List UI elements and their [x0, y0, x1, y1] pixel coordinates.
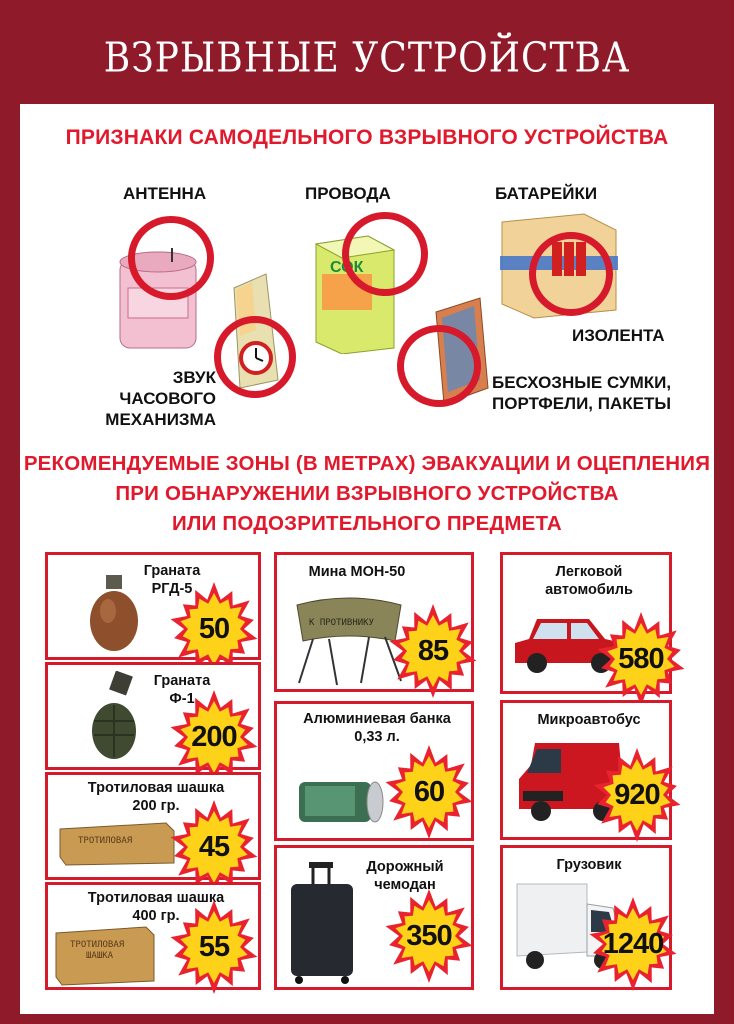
label-clock-line2: МЕХАНИЗМА: [105, 410, 216, 429]
card-mon50: [274, 552, 474, 692]
tnt200-line1: Тротиловая шашка: [87, 780, 225, 796]
tnt200-line2: 200 гр.: [132, 798, 180, 814]
grenade-f1-image: [82, 671, 152, 765]
rgd5-line2: РГД-5: [151, 581, 193, 597]
tnt200-distance: 45: [198, 830, 230, 863]
tnt400-line1: Тротиловая шашка: [87, 890, 225, 906]
tnt400-line2: 400 гр.: [132, 908, 180, 924]
mon50-stamp: К ПРОТИВНИКУ: [309, 618, 375, 628]
suitcase-line2: чемодан: [374, 877, 436, 893]
label-clock-line1: ЗВУК ЧАСОВОГО: [119, 368, 216, 408]
label-bags-line2: ПОРТФЕЛИ, ПАКЕТЫ: [492, 394, 671, 413]
mon50-name: [297, 563, 417, 581]
label-bags-line1: БЕСХОЗНЫЕ СУМКИ,: [492, 373, 672, 392]
car-line1: Легковой: [555, 564, 623, 580]
card-truck: [500, 845, 672, 990]
tnt400-distance: 55: [198, 930, 230, 963]
rgd5-line1: Граната: [143, 563, 201, 579]
minibus-distance: 920: [614, 778, 660, 811]
can-name: [281, 710, 473, 746]
card-tnt200: [45, 772, 261, 880]
can-line2: 0,33 л.: [354, 729, 400, 745]
burst-suitcase: [381, 888, 477, 984]
burst-car: [593, 611, 689, 707]
suitcase-distance: 350: [406, 919, 452, 952]
burst-can: [381, 744, 477, 840]
f1-distance: 200: [191, 720, 237, 753]
minibus-line1: Микроавтобус: [537, 712, 641, 728]
can-line1: Алюминиевая банка: [303, 711, 451, 727]
batteries-ring: [529, 232, 613, 316]
burst-mon50: [385, 603, 481, 699]
burst-truck: [585, 896, 681, 992]
burst-f1: [166, 689, 262, 785]
label-batteries: БАТАРЕЙКИ: [495, 184, 598, 203]
f1-line2: Ф-1: [169, 691, 195, 707]
grenade-rgd5-image: [84, 571, 144, 653]
poster-title: ВЗРЫВНЫЕ УСТРОЙСТВА: [103, 34, 631, 83]
tnt200-stamp: ТРОТИЛОВАЯ: [78, 836, 133, 846]
truck-line1: Грузовик: [556, 857, 622, 873]
burst-minibus: [589, 747, 685, 843]
car-line2: автомобиль: [545, 582, 633, 598]
tnt-block-400-image: [54, 925, 156, 987]
mon50-line1: Мина МОН-50: [308, 564, 406, 580]
card-car: [500, 552, 672, 694]
zones-heading-line2: ПРИ ОБНАРУЖЕНИИ ВЗРЫВНОГО УСТРОЙСТВА: [115, 482, 619, 505]
tnt400-stamp1: ТРОТИЛОВАЯ: [70, 940, 125, 950]
suitcase-line1: Дорожный: [366, 859, 444, 875]
card-minibus: [500, 700, 672, 840]
tnt400-stamp2: ШАШКА: [86, 951, 114, 961]
truck-distance: 1240: [602, 927, 664, 960]
tnt-block-200-image: [56, 819, 176, 867]
aluminium-can-image: [295, 776, 385, 826]
bags-ring: [397, 325, 481, 407]
card-rgd5: [45, 552, 261, 660]
card-tnt400: [45, 882, 261, 990]
juice-brand-text: СОК: [330, 259, 364, 276]
antenna-ring: [128, 216, 214, 300]
car-name: [527, 563, 651, 599]
wires-ring: [342, 212, 428, 296]
clock-icon: [236, 334, 276, 380]
card-f1: [45, 662, 261, 770]
card-suitcase: [274, 845, 474, 990]
rgd5-distance: 50: [198, 612, 230, 645]
label-tape: ИЗОЛЕНТА: [572, 326, 665, 345]
car-distance: 580: [618, 642, 664, 675]
burst-tnt400: [166, 899, 262, 995]
truck-name: [527, 856, 651, 874]
minibus-name: [517, 711, 661, 729]
label-clock: [74, 367, 216, 430]
card-can: [274, 701, 474, 841]
suitcase-image: [287, 860, 357, 986]
zones-heading-line1: РЕКОМЕНДУЕМЫЕ ЗОНЫ (В МЕТРАХ) ЭВАКУАЦИИ И ОЦЕПЛЕНИЯ: [23, 452, 711, 475]
zones-heading-line3: ИЛИ ПОДОЗРИТЕЛЬНОГО ПРЕДМЕТА: [172, 512, 562, 535]
f1-line1: Граната: [153, 673, 211, 689]
burst-tnt200: [166, 799, 262, 895]
can-distance: 60: [413, 775, 445, 808]
mon50-distance: 85: [417, 634, 449, 667]
signs-heading: ПРИЗНАКИ САМОДЕЛЬНОГО ВЗРЫВНОГО УСТРОЙСТВА: [65, 126, 669, 149]
label-wires: ПРОВОДА: [305, 184, 391, 203]
label-antenna: АНТЕННА: [123, 184, 207, 203]
label-bags: [492, 372, 671, 414]
